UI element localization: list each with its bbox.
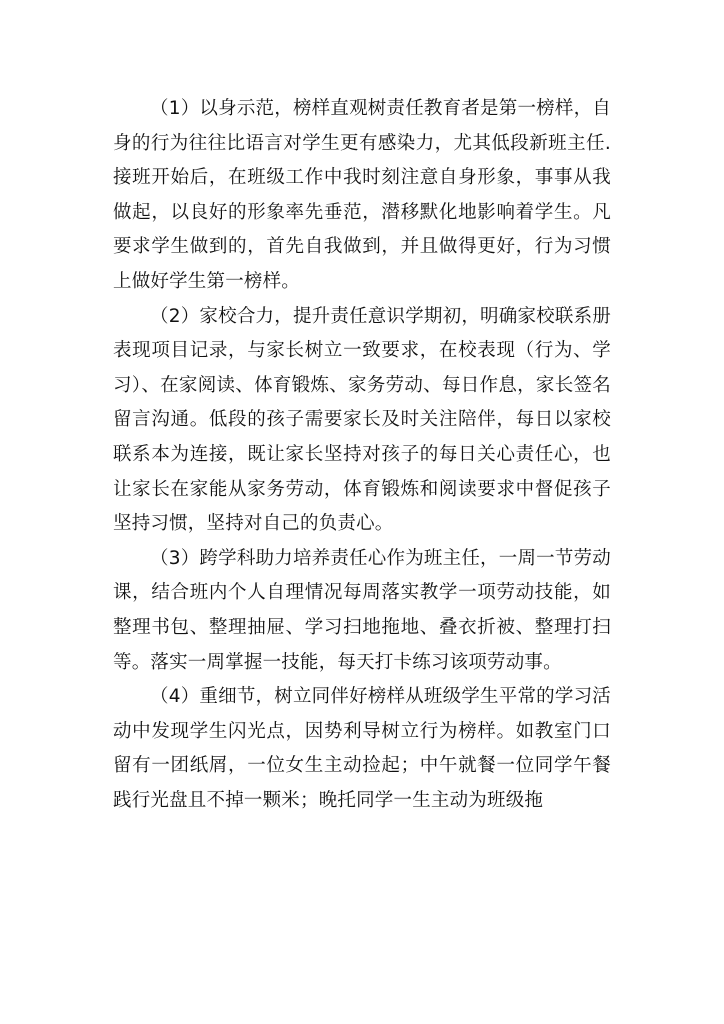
paragraph-3: （3）跨学科助力培养责任心作为班主任，一周一节劳动课，结合班内个人自理情况每周落实教学一项劳动技能，如整理书包、整理抽屉、学习扫地拖地、叠衣折被、整理打扫等。落实一周掌握一技能，每天打卡练习该项劳动事。	[113, 547, 611, 673]
paragraph-2: （2）家校合力，提升责任意识学期初，明确家校联系册表现项目记录，与家长树立一致要求，在校表现（行为、学习）、在家阅读、体育锻炼、家务劳动、每日作息，家长签名留言沟通。低段的孩子需要家长及时关注陪伴，每日以家校联系本为连接，既让家长坚持对孩子的每日关心责任心，也让家长在家能从家务劳动，体育锻炼和阅读要求中督促孩子坚持习惯，坚持对自己的负责心。	[113, 305, 611, 535]
paragraph-4: （4）重细节，树立同伴好榜样从班级学生平常的学习活动中发现学生闪光点，因势利导树立行为榜样。如教室门口留有一团纸屑，一位女生主动捡起；中午就餐一位同学午餐践行光盘且不掉一颗米；晚托同学一生主动为班级拖	[113, 686, 611, 811]
paragraph-1: （1）以身示范，榜样直观树责任教育者是第一榜样，自身的行为往往比语言对学生更有感染力，尤其低段新班主任.接班开始后，在班级工作中我时刻注意自身形象，事事从我做起，以良好的形象率先垂范，潜移默化地影响着学生。凡要求学生做到的，首先自我做到，并且做得更好，行为习惯上做好学生第一榜样。	[113, 98, 611, 292]
document-body	[113, 92, 611, 818]
